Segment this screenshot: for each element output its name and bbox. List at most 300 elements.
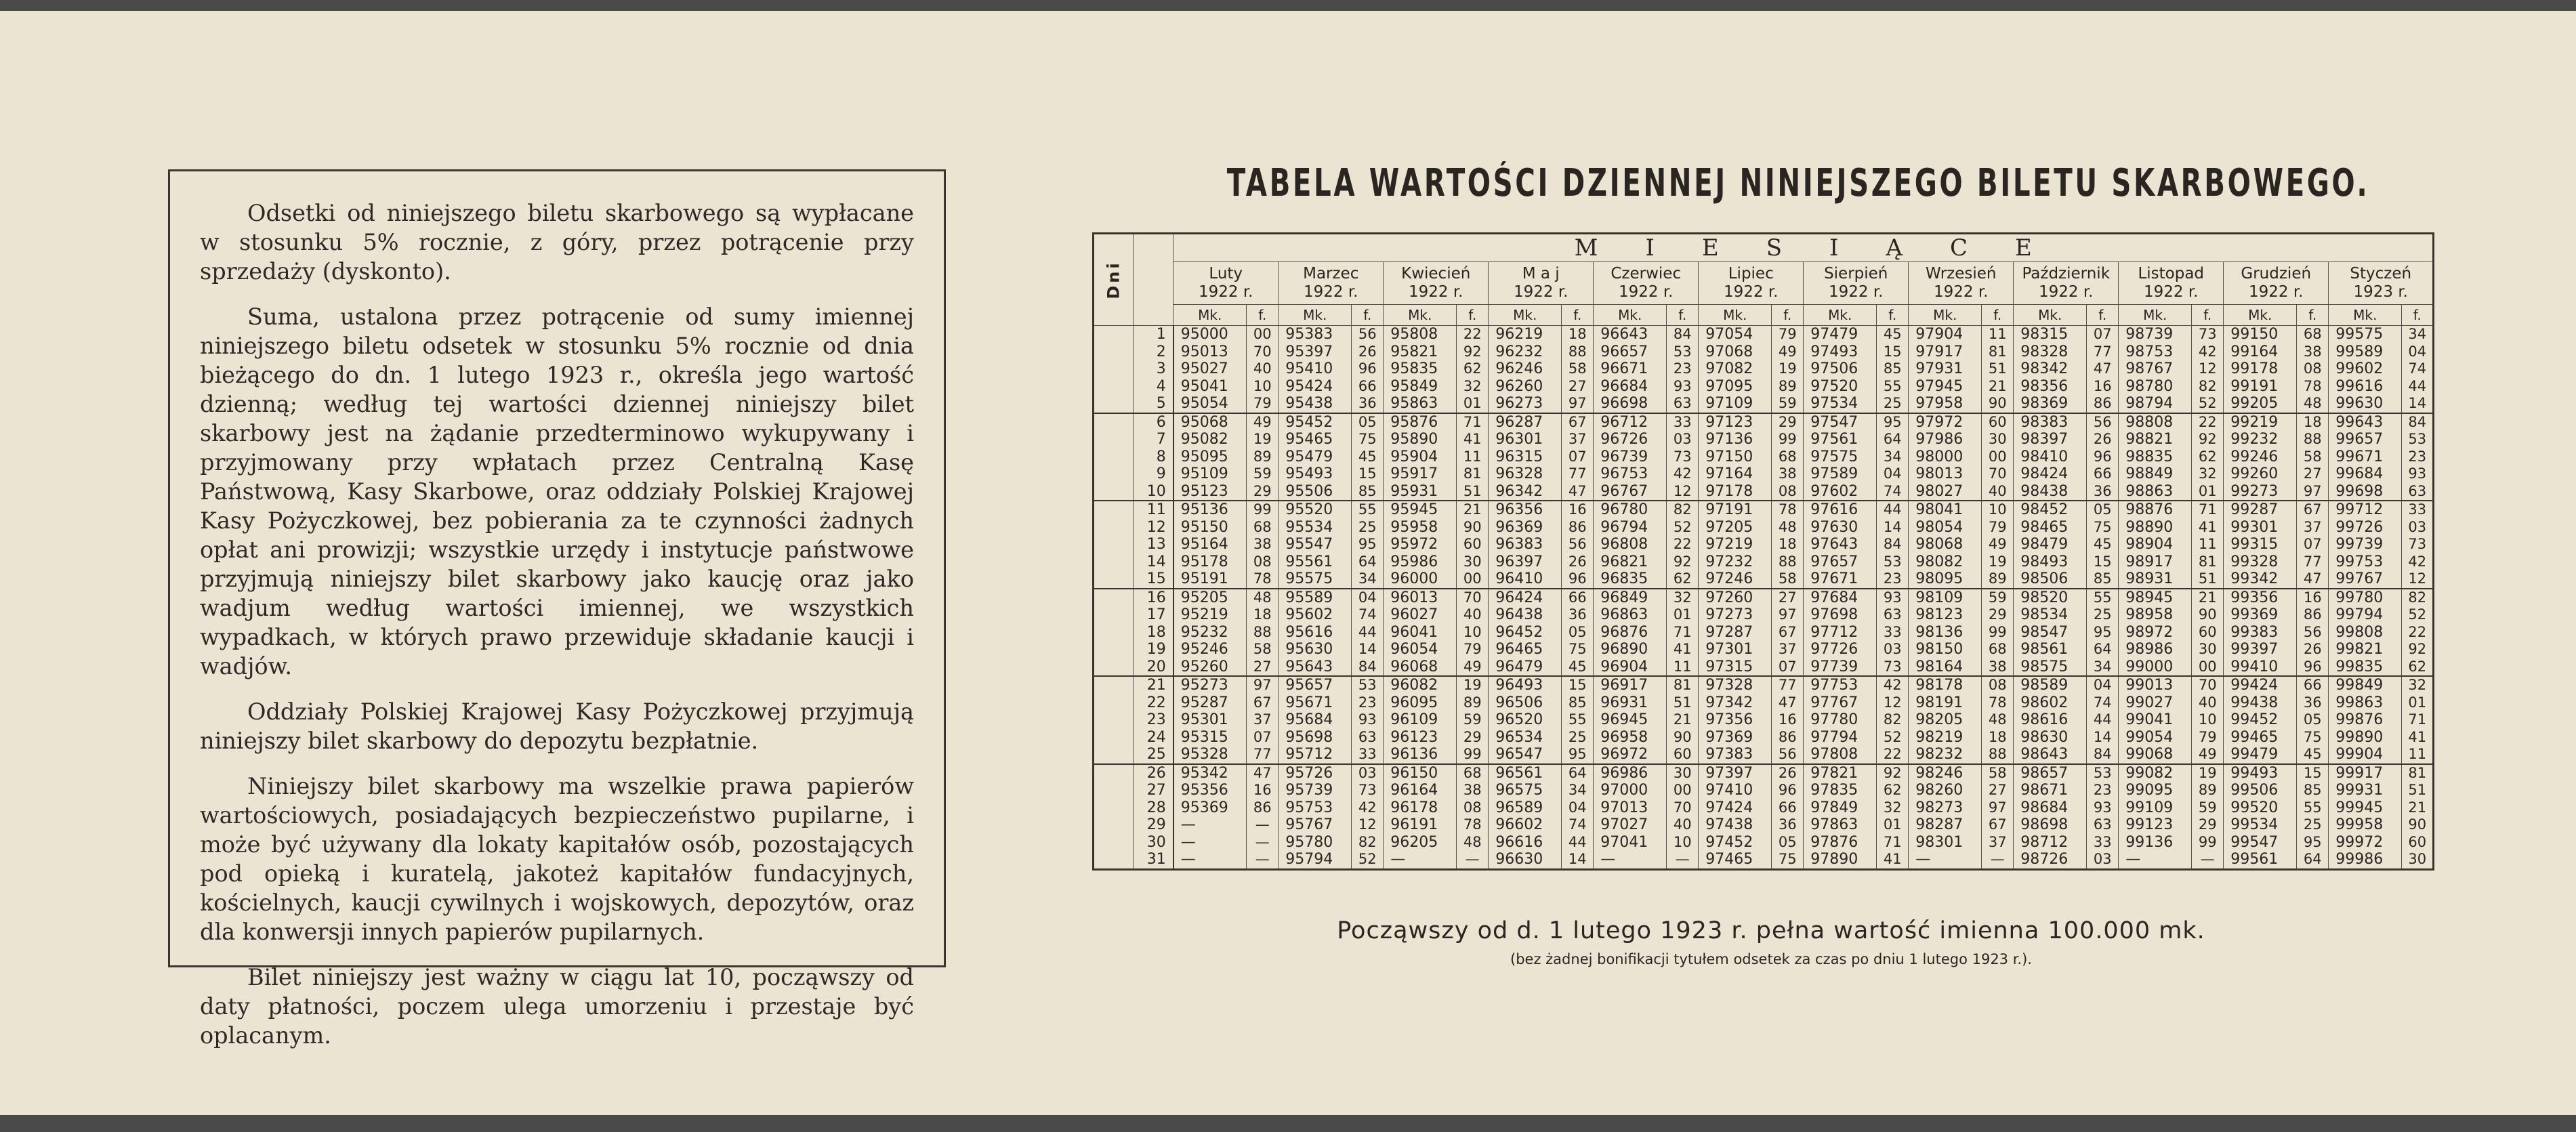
value-fenigs: 95 xyxy=(2093,623,2112,640)
value-fenigs: 37 xyxy=(1988,833,2007,850)
value-marks: 97602 xyxy=(1810,482,1858,500)
value-marks: 99082 xyxy=(2125,764,2174,782)
value-marks: 98630 xyxy=(2020,728,2069,746)
value-fenigs: 93 xyxy=(1673,377,1692,394)
value-marks: — xyxy=(1180,833,1196,851)
day-group-row xyxy=(1094,589,2434,677)
value-marks: 96849 xyxy=(1600,589,1648,606)
value-fenigs: 01 xyxy=(2198,482,2217,499)
value-marks: 98493 xyxy=(2020,553,2069,570)
marks-values xyxy=(1909,676,1982,764)
value-marks: 99315 xyxy=(2230,536,2279,553)
month-year: 1922 r. xyxy=(1618,283,1674,301)
value-fenigs: 73 xyxy=(1883,658,1902,675)
value-marks: 99945 xyxy=(2335,799,2384,816)
value-marks: 99657 xyxy=(2335,431,2384,448)
value-marks: 98260 xyxy=(1915,782,1964,799)
value-marks: 99479 xyxy=(2230,746,2279,763)
fenig-values xyxy=(1352,676,1384,764)
value-marks: 98972 xyxy=(2125,623,2174,641)
month-name: Marzec xyxy=(1303,265,1359,282)
value-marks: 98534 xyxy=(2020,606,2069,623)
fenig-values xyxy=(1247,764,1279,870)
value-marks: 95013 xyxy=(1180,343,1228,360)
value-fenigs: 26 xyxy=(1778,764,1797,781)
fenig-values xyxy=(1457,501,1489,589)
month-year: 1922 r. xyxy=(1303,283,1358,301)
value-marks: 97315 xyxy=(1705,658,1753,675)
value-fenigs: 75 xyxy=(2303,728,2322,745)
value-marks: 99506 xyxy=(2230,782,2279,799)
value-fenigs: 93 xyxy=(2408,465,2427,482)
value-fenigs: 95 xyxy=(1883,413,1902,430)
value-marks: 98205 xyxy=(1915,711,1964,728)
value-marks: 96917 xyxy=(1600,677,1648,694)
value-fenigs: 48 xyxy=(1253,589,1272,606)
value-fenigs: 48 xyxy=(1778,518,1797,535)
marks-values xyxy=(1909,413,1982,501)
value-fenigs: — xyxy=(1465,851,1480,867)
value-marks: 97424 xyxy=(1705,799,1753,816)
day-number: 7 xyxy=(1156,431,1166,448)
fenig-values xyxy=(2192,676,2224,764)
value-marks: 97767 xyxy=(1810,694,1858,711)
value-fenigs: 96 xyxy=(1568,570,1587,587)
value-marks: 99958 xyxy=(2335,816,2384,833)
value-marks: 96342 xyxy=(1495,482,1543,500)
value-marks: 99369 xyxy=(2230,606,2279,623)
value-marks: 99931 xyxy=(2335,782,2384,799)
value-fenigs: 71 xyxy=(2408,711,2427,728)
value-fenigs: 74 xyxy=(2093,694,2112,711)
value-fenigs: 77 xyxy=(1568,465,1587,482)
month-name: Czerwiec xyxy=(1611,265,1682,282)
fenig-values xyxy=(2192,764,2224,870)
day-number: 14 xyxy=(1146,553,1166,570)
value-marks: 96260 xyxy=(1495,377,1543,395)
value-fenigs: 40 xyxy=(1253,360,1272,377)
value-fenigs: 86 xyxy=(1568,518,1587,535)
value-fenigs: 52 xyxy=(1673,518,1692,535)
day-group-row xyxy=(1094,764,2434,870)
notice-paragraph-interest: Odsetki od niniejszego biletu skarbowego są wypłacane w stosunku 5% rocznie, z góry, przez potrącenie przy sprzedaży (dyskonto). xyxy=(200,200,914,285)
day-number: 26 xyxy=(1146,764,1166,782)
value-fenigs: 04 xyxy=(1883,465,1902,482)
value-fenigs: — xyxy=(1255,851,1270,867)
day-numbers xyxy=(1134,589,1173,677)
value-marks: 99068 xyxy=(2125,746,2174,763)
month-header xyxy=(1384,262,1489,305)
fenig-values xyxy=(2297,413,2329,501)
value-marks: 98273 xyxy=(1915,799,1964,816)
value-fenigs: 99 xyxy=(1988,623,2007,640)
value-marks: 96684 xyxy=(1600,377,1648,395)
value-marks: 97383 xyxy=(1705,746,1753,763)
marks-values xyxy=(2014,326,2087,413)
fenig-values xyxy=(1877,764,1909,870)
value-marks: 95917 xyxy=(1390,465,1438,482)
value-fenigs: 33 xyxy=(1673,413,1692,430)
marks-values xyxy=(1489,589,1562,677)
value-marks: 95726 xyxy=(1285,764,1333,782)
value-marks: 95246 xyxy=(1180,641,1228,658)
value-fenigs: 33 xyxy=(1358,746,1377,762)
value-marks: 98136 xyxy=(1915,623,1964,641)
value-fenigs: 08 xyxy=(1463,799,1482,816)
day-number: 16 xyxy=(1146,589,1166,606)
marks-values xyxy=(1173,413,1247,501)
value-marks: 98712 xyxy=(2020,833,2069,851)
value-fenigs: 30 xyxy=(1673,764,1692,781)
value-marks: 96835 xyxy=(1600,570,1648,587)
value-fenigs: 27 xyxy=(1568,377,1587,394)
fenig-values xyxy=(1352,501,1384,589)
value-marks: 99726 xyxy=(2335,518,2384,536)
month-name: Lipiec xyxy=(1728,265,1774,282)
value-fenigs: 90 xyxy=(1988,395,2007,411)
value-fenigs: 33 xyxy=(2408,501,2427,518)
value-fenigs: 22 xyxy=(1673,536,1692,552)
value-marks: 96958 xyxy=(1600,728,1648,746)
value-marks: 96698 xyxy=(1600,395,1648,412)
value-fenigs: 33 xyxy=(2093,833,2112,850)
value-marks: 97547 xyxy=(1810,413,1858,431)
value-fenigs: 59 xyxy=(1778,395,1797,411)
value-marks: 95684 xyxy=(1285,711,1333,728)
marks-values xyxy=(2329,764,2402,870)
daily-value-table-wrapper xyxy=(1092,232,2434,871)
value-marks: 95547 xyxy=(1285,536,1333,553)
value-fenigs: 12 xyxy=(1673,482,1692,499)
value-fenigs: 77 xyxy=(2093,343,2112,360)
value-marks: 95863 xyxy=(1390,395,1438,412)
value-marks: 99178 xyxy=(2230,360,2279,377)
value-marks: 97643 xyxy=(1810,536,1858,553)
value-marks: 97369 xyxy=(1705,728,1753,746)
value-fenigs: 59 xyxy=(2198,799,2217,816)
value-fenigs: 29 xyxy=(1463,728,1482,745)
value-marks: 96767 xyxy=(1600,482,1648,500)
value-fenigs: 66 xyxy=(1568,589,1587,606)
fenig-values xyxy=(1772,676,1804,764)
value-marks: 97109 xyxy=(1705,395,1753,412)
value-fenigs: 82 xyxy=(1883,711,1902,728)
value-marks: 99684 xyxy=(2335,465,2384,482)
marks-values xyxy=(2329,501,2402,589)
value-marks: 95630 xyxy=(1285,641,1333,658)
value-marks: 99890 xyxy=(2335,728,2384,746)
value-marks: 98849 xyxy=(2125,465,2174,482)
month-name: Kwiecień xyxy=(1401,265,1471,282)
value-marks: 96876 xyxy=(1600,623,1648,641)
value-fenigs: 77 xyxy=(1253,746,1272,762)
value-marks: 96452 xyxy=(1495,623,1543,641)
value-fenigs: 77 xyxy=(1778,677,1797,693)
value-fenigs: 77 xyxy=(2303,553,2322,570)
value-fenigs: 12 xyxy=(1358,816,1377,833)
fenig-values xyxy=(1982,676,2014,764)
unit-fenigs: f. xyxy=(1562,305,1594,326)
value-fenigs: 53 xyxy=(1883,553,1902,570)
marks-values xyxy=(1173,676,1247,764)
value-fenigs: 74 xyxy=(1568,816,1587,833)
value-marks: 99589 xyxy=(2335,343,2384,360)
value-fenigs: 58 xyxy=(2303,448,2322,465)
value-fenigs: 27 xyxy=(2303,465,2322,482)
marks-values xyxy=(2329,676,2402,764)
value-marks: 99671 xyxy=(2335,448,2384,465)
value-marks: 95424 xyxy=(1285,377,1333,395)
value-fenigs: 67 xyxy=(1253,694,1272,711)
no-bonus-note: (bez żadnej bonifikacji tytułem odsetek za czas po dniu 1 lutego 1923 r.). xyxy=(1510,951,2032,967)
fenig-values xyxy=(1772,589,1804,677)
fenig-values xyxy=(1877,326,1909,413)
value-marks: 98164 xyxy=(1915,658,1964,675)
value-fenigs: 21 xyxy=(2198,589,2217,606)
value-fenigs: 55 xyxy=(2303,799,2322,816)
marks-values xyxy=(1173,326,1247,413)
value-fenigs: 27 xyxy=(1253,658,1272,675)
value-fenigs: 90 xyxy=(2408,816,2427,833)
value-fenigs: 66 xyxy=(2303,677,2322,693)
value-marks: 95219 xyxy=(1180,606,1228,623)
fenig-values xyxy=(2192,589,2224,677)
value-fenigs: 36 xyxy=(2303,694,2322,711)
value-fenigs: 07 xyxy=(2093,326,2112,342)
marks-values xyxy=(1489,676,1562,764)
value-marks: 98452 xyxy=(2020,501,2069,518)
value-marks: 97821 xyxy=(1810,764,1858,782)
marks-values xyxy=(2119,413,2192,501)
value-marks: 98397 xyxy=(2020,431,2069,448)
value-fenigs: 07 xyxy=(2303,536,2322,552)
value-fenigs: 79 xyxy=(2198,728,2217,745)
value-fenigs: 01 xyxy=(2408,694,2427,711)
value-fenigs: — xyxy=(1675,851,1690,867)
value-fenigs: 55 xyxy=(1358,501,1377,518)
value-marks: 97684 xyxy=(1810,589,1858,606)
value-fenigs: 81 xyxy=(2408,764,2427,781)
month-header xyxy=(1489,262,1594,305)
value-marks: 98726 xyxy=(2020,851,2069,868)
value-marks: 95315 xyxy=(1180,728,1228,746)
marks-values xyxy=(1804,501,1877,589)
value-marks: 95534 xyxy=(1285,518,1333,536)
value-marks: 96890 xyxy=(1600,641,1648,658)
value-marks: 95452 xyxy=(1285,413,1333,431)
value-fenigs: 04 xyxy=(2093,677,2112,693)
value-fenigs: 25 xyxy=(1568,728,1587,745)
value-marks: 99821 xyxy=(2335,641,2384,658)
value-fenigs: 14 xyxy=(2093,728,2112,745)
value-fenigs: 08 xyxy=(1253,553,1272,570)
month-year: 1922 r. xyxy=(1933,283,1989,301)
value-marks: 99150 xyxy=(2230,326,2279,343)
value-marks: 99054 xyxy=(2125,728,2174,746)
value-fenigs: 40 xyxy=(1988,482,2007,499)
value-fenigs: 21 xyxy=(1463,501,1482,518)
value-marks: 98068 xyxy=(1915,536,1964,553)
value-marks: 97219 xyxy=(1705,536,1753,553)
unit-fenigs: f. xyxy=(1877,305,1909,326)
value-marks: 99863 xyxy=(2335,694,2384,711)
value-marks: 98794 xyxy=(2125,395,2174,412)
marks-values xyxy=(1909,764,1982,870)
fenig-values xyxy=(1457,589,1489,677)
value-fenigs: 71 xyxy=(1673,623,1692,640)
value-fenigs: 71 xyxy=(2198,501,2217,518)
value-marks: 97616 xyxy=(1810,501,1858,518)
value-marks: 96013 xyxy=(1390,589,1438,606)
value-marks: 97068 xyxy=(1705,343,1753,360)
day-number: 22 xyxy=(1146,694,1166,711)
value-fenigs: 88 xyxy=(1778,553,1797,570)
fenig-values xyxy=(1982,764,2014,870)
day-number: 23 xyxy=(1146,711,1166,728)
value-marks: 96821 xyxy=(1600,553,1648,570)
value-fenigs: 82 xyxy=(2408,589,2427,606)
value-marks: 98643 xyxy=(2020,746,2069,763)
value-fenigs: 89 xyxy=(1463,694,1482,711)
value-marks: 95342 xyxy=(1180,764,1228,782)
value-marks: 99547 xyxy=(2230,833,2279,851)
value-marks: 96150 xyxy=(1390,764,1438,782)
value-fenigs: 88 xyxy=(1253,623,1272,640)
value-fenigs: 67 xyxy=(1988,816,2007,833)
fenig-values xyxy=(1247,413,1279,501)
value-marks: — xyxy=(2125,851,2141,868)
marks-values xyxy=(1699,413,1772,501)
value-marks: 97986 xyxy=(1915,431,1964,448)
notice-paragraph-validity: Bilet niniejszy jest ważny w ciągu lat 10, począwszy od daty płatności, poczem ulega umorzeniu i przestaje być oplacanym. xyxy=(200,964,914,1049)
value-fenigs: 99 xyxy=(2198,833,2217,850)
value-fenigs: 64 xyxy=(2093,641,2112,657)
value-fenigs: 08 xyxy=(2303,360,2322,377)
value-marks: 95054 xyxy=(1180,395,1228,412)
marks-values xyxy=(1384,326,1457,413)
fenig-values xyxy=(1247,501,1279,589)
value-fenigs: 10 xyxy=(1673,833,1692,850)
value-fenigs: 37 xyxy=(1778,641,1797,657)
value-fenigs: 36 xyxy=(1568,606,1587,623)
value-fenigs: 00 xyxy=(2198,658,2217,675)
value-marks: 96479 xyxy=(1495,658,1543,675)
marks-values xyxy=(1173,501,1247,589)
fenig-values xyxy=(1352,764,1384,870)
dni-spacer xyxy=(1094,413,1134,501)
unit-marks: Mk. xyxy=(1699,305,1772,326)
value-marks: 97589 xyxy=(1810,465,1858,482)
value-marks: 96041 xyxy=(1390,623,1438,641)
value-fenigs: 05 xyxy=(1358,413,1377,430)
notice-paragraph-deposit: Oddziały Polskiej Krajowej Kasy Pożyczkowej przyjmują niniejszy bilet skarbowy do depozytu bezpłatnie. xyxy=(200,698,914,754)
value-fenigs: 96 xyxy=(2093,448,2112,465)
value-fenigs: 56 xyxy=(1568,536,1587,552)
value-marks: 96246 xyxy=(1495,360,1543,377)
value-marks: 99794 xyxy=(2335,606,2384,623)
value-fenigs: 78 xyxy=(1778,501,1797,518)
value-marks: 95164 xyxy=(1180,536,1228,553)
value-fenigs: 84 xyxy=(1883,536,1902,552)
value-marks: 97561 xyxy=(1810,431,1858,448)
value-marks: 97739 xyxy=(1810,658,1858,675)
fenig-values xyxy=(2402,326,2434,413)
value-marks: 95890 xyxy=(1390,431,1438,448)
value-fenigs: 88 xyxy=(1568,343,1587,360)
value-marks: 99246 xyxy=(2230,448,2279,465)
fenig-values xyxy=(2192,413,2224,501)
value-marks: 95589 xyxy=(1285,589,1333,606)
value-marks: 98684 xyxy=(2020,799,2069,816)
value-marks: 98671 xyxy=(2020,782,2069,799)
value-marks: 98191 xyxy=(1915,694,1964,711)
value-marks: 96164 xyxy=(1390,782,1438,799)
value-marks: 96232 xyxy=(1495,343,1543,360)
value-fenigs: 04 xyxy=(1358,589,1377,606)
value-fenigs: 19 xyxy=(2198,764,2217,781)
value-fenigs: 19 xyxy=(1253,431,1272,447)
month-header xyxy=(2014,262,2119,305)
value-fenigs: 92 xyxy=(1883,764,1902,781)
day-number: 6 xyxy=(1156,413,1166,431)
value-fenigs: 75 xyxy=(1358,431,1377,447)
value-marks: 96863 xyxy=(1600,606,1648,623)
value-fenigs: 95 xyxy=(1568,746,1587,762)
fenig-values xyxy=(1562,326,1594,413)
value-marks: 98863 xyxy=(2125,482,2174,500)
value-fenigs: 05 xyxy=(1568,623,1587,640)
value-marks: 98178 xyxy=(1915,677,1964,694)
marks-values xyxy=(1279,589,1352,677)
value-marks: 99260 xyxy=(2230,465,2279,482)
value-fenigs: 73 xyxy=(1358,782,1377,798)
value-fenigs: 42 xyxy=(1673,465,1692,482)
value-marks: 98767 xyxy=(2125,360,2174,377)
value-fenigs: 27 xyxy=(1988,782,2007,798)
month-name: Listopad xyxy=(2138,265,2205,282)
value-fenigs: 25 xyxy=(1883,395,1902,411)
value-marks: 95561 xyxy=(1285,553,1333,570)
value-fenigs: 70 xyxy=(2198,677,2217,693)
value-marks: 99027 xyxy=(2125,694,2174,711)
fenig-values xyxy=(1982,413,2014,501)
value-fenigs: 32 xyxy=(2408,677,2427,693)
value-marks: 97876 xyxy=(1810,833,1858,851)
value-marks: 98123 xyxy=(1915,606,1964,623)
value-fenigs: 81 xyxy=(1673,677,1692,693)
value-marks: 98000 xyxy=(1915,448,1964,465)
month-header xyxy=(2329,262,2434,305)
value-marks: 95972 xyxy=(1390,536,1438,553)
month-header xyxy=(2119,262,2224,305)
value-marks: 98780 xyxy=(2125,377,2174,395)
value-marks: 95273 xyxy=(1180,677,1228,694)
value-fenigs: 89 xyxy=(2198,782,2217,798)
value-fenigs: 84 xyxy=(2093,746,2112,762)
days-label: Dni xyxy=(1104,260,1123,299)
value-fenigs: 99 xyxy=(1778,431,1797,447)
value-marks: 97698 xyxy=(1810,606,1858,623)
value-marks: 99917 xyxy=(2335,764,2384,782)
value-fenigs: 12 xyxy=(1883,694,1902,711)
value-marks: 95520 xyxy=(1285,501,1333,518)
fenig-values xyxy=(1562,589,1594,677)
month-year: 1922 r. xyxy=(1408,283,1463,301)
value-marks: 96287 xyxy=(1495,413,1543,431)
value-fenigs: 11 xyxy=(1673,658,1692,675)
value-fenigs: 79 xyxy=(1463,641,1482,657)
value-fenigs: 56 xyxy=(1358,326,1377,342)
